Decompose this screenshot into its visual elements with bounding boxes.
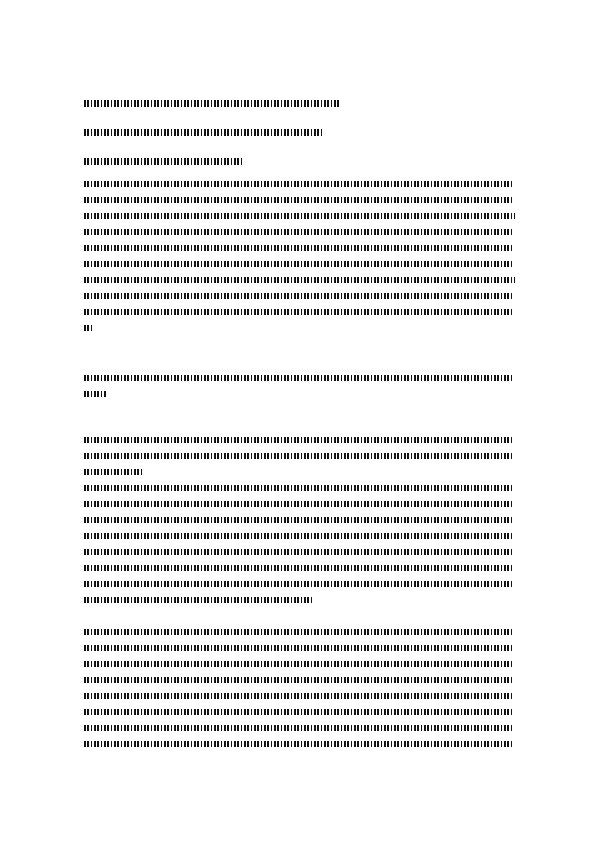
text-line [84,229,514,235]
text-line [84,629,514,635]
text-line [84,213,515,219]
text-line [84,597,314,603]
text-line [84,245,513,251]
text-line [84,709,514,715]
text-line [84,437,514,443]
text-line [84,100,339,107]
text-line [84,325,94,331]
text-line [84,741,514,747]
text-line [84,261,514,267]
text-line [84,158,244,165]
text-line [84,453,514,459]
text-line [84,129,324,136]
text-line [84,501,514,507]
text-line [84,565,514,571]
text-line [84,693,514,699]
text-line [84,277,515,283]
text-line [84,661,514,667]
text-line [84,293,513,299]
text-line [84,309,514,315]
text-line [84,375,514,381]
text-line [84,533,514,539]
text-line [84,677,514,683]
text-line [84,725,514,731]
text-line [84,181,512,187]
text-line [84,391,106,397]
text-line [84,517,514,523]
text-line [84,485,514,491]
text-line [84,581,514,587]
text-line [84,645,514,651]
text-line [84,197,514,203]
text-line [84,549,514,555]
text-line [84,469,142,475]
